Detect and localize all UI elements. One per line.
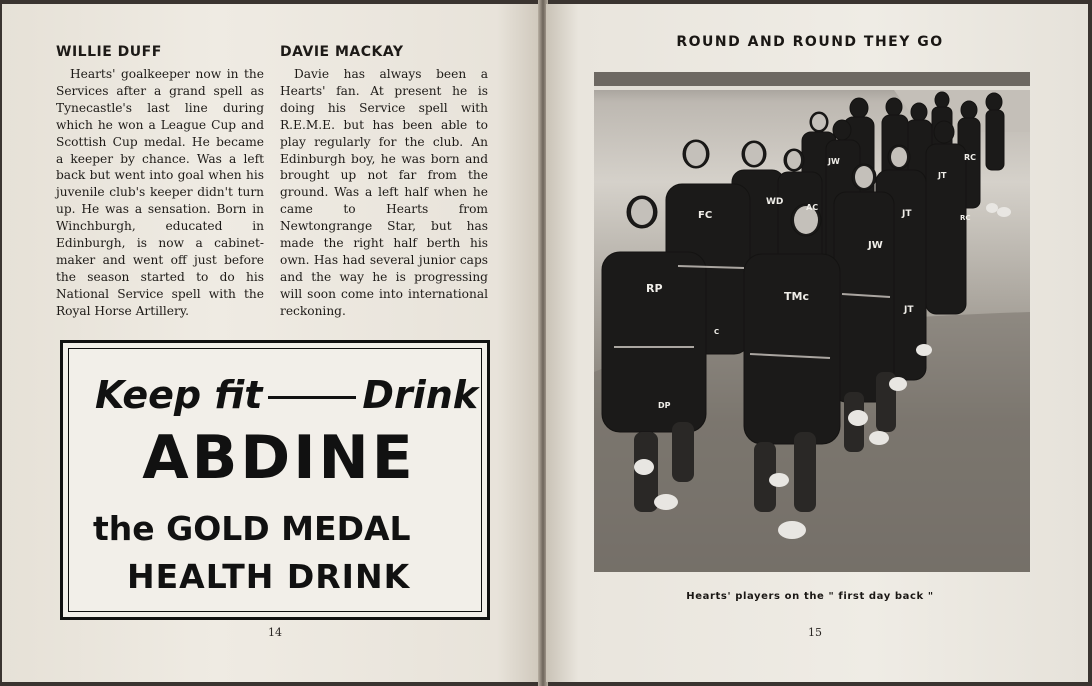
jersey-initials-jw-2: JW — [828, 157, 840, 166]
jersey-initials-c: C — [714, 328, 720, 336]
jersey-initials-rc: RC — [964, 153, 977, 162]
jersey-initials-rc-2: RC — [960, 214, 971, 222]
profile-body: Davie has always been a Hearts' fan. At present he is doing his Service spell with R.E.M.E. but has been able to play regularly for the club. An Edinburgh boy, he was born and brought up not far from the ground. Was a left half when he came to Hearts from Newtongrange Star, but has made the right half berth his own. Has had several junior caps and the way he is progressing will soon come into international reckoning. — [280, 67, 488, 318]
advert-brand: ABDINE — [142, 423, 416, 493]
photo-heading: ROUND AND ROUND THEY GO — [676, 34, 944, 50]
profile-heading: WILLIE DUFF — [56, 44, 162, 60]
jersey-initials-jt-2: JT — [904, 305, 914, 315]
page-number-right: 15 — [808, 626, 822, 639]
jersey-initials-ac: AC — [806, 203, 819, 212]
jersey-initials-fc: FC — [698, 210, 713, 221]
page-number-left: 14 — [268, 626, 282, 639]
jersey-initials-tmc: TMc — [784, 290, 809, 303]
player-profile-willie-duff — [56, 44, 264, 320]
jersey-initials-wd: WD — [766, 197, 784, 207]
advert-inner-border — [68, 348, 482, 612]
advert-line-gold-medal: the GOLD MEDAL — [93, 509, 411, 548]
advert-drink: Drink — [362, 373, 479, 417]
player-profile-davie-mackay — [280, 44, 488, 320]
profile-heading: DAVIE MACKAY — [280, 44, 404, 60]
training-photo — [594, 72, 1030, 572]
jersey-initials-rp: RP — [646, 282, 663, 295]
training-photo-illustration — [594, 72, 1030, 572]
jersey-initials-jt-3: JT — [938, 171, 947, 180]
photo-caption: Hearts' players on the " first day back " — [686, 591, 934, 602]
abdine-advert — [60, 340, 490, 620]
advert-dash — [268, 396, 356, 399]
advert-keep-fit: Keep fit — [95, 373, 263, 417]
jersey-initials-jw: JW — [868, 240, 883, 251]
advert-slogan — [95, 373, 479, 417]
jersey-initials-dp: DP — [658, 401, 671, 410]
jersey-initials-jt: JT — [902, 209, 912, 219]
profile-body: Hearts' goalkeeper now in the Services after a grand spell as Tynecastle's last line during which he won a League Cup and Scottish Cup medal. He became a keeper by chance. Was a left back but went into goal when his juvenile club's keeper didn't turn up. He was a sensation. Born in Winchburgh, educated in Edinburgh, is now a cabinet-maker and went off just before the season started to do his National Service spell with the Royal Horse Artillery. — [56, 67, 264, 318]
advert-line-health-drink: HEALTH DRINK — [127, 557, 411, 596]
